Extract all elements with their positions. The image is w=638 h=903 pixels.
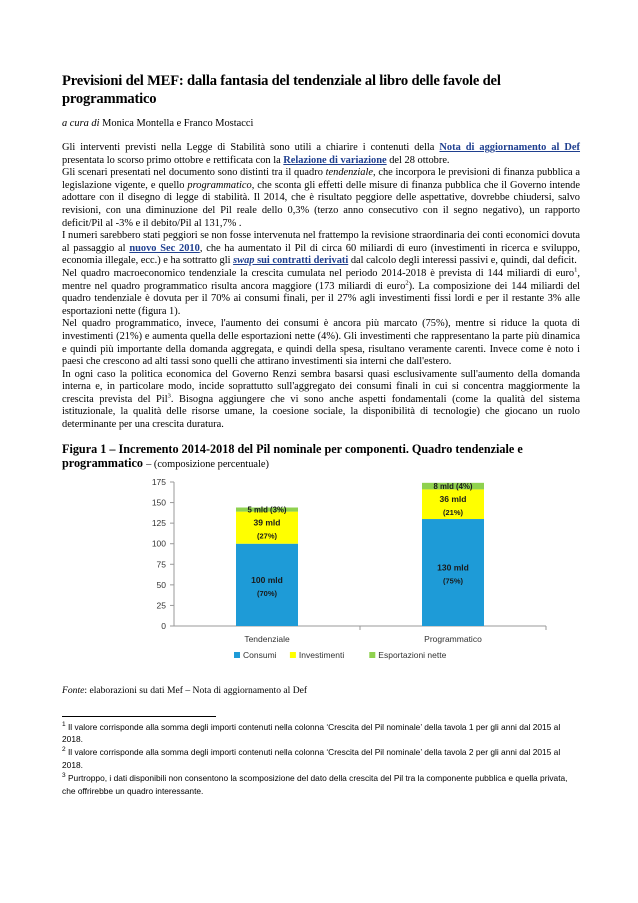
data-label-share: (70%) bbox=[256, 588, 278, 598]
figure-title-text: Figura 1 – Incremento 2014-2018 del Pil nominale per componenti. Quadro tendenziale e programmatico bbox=[62, 441, 523, 471]
data-label: 5 mld (3%) bbox=[247, 505, 287, 515]
inline-link[interactable]: nuovo Sec 2010 bbox=[129, 242, 200, 254]
footnote-ref[interactable]: 2 bbox=[405, 279, 409, 287]
stacked-bar-chart bbox=[126, 476, 566, 672]
inline-link[interactable]: Nota di aggiornamento al Def bbox=[439, 142, 581, 153]
footnotes bbox=[62, 721, 580, 798]
emphasis-text: tendenziale bbox=[325, 167, 373, 179]
footnote-divider bbox=[62, 716, 216, 717]
legend-label: Consumi bbox=[243, 649, 277, 660]
footnote bbox=[62, 721, 580, 747]
footnote-number: 2 bbox=[62, 746, 66, 754]
data-label: 100 mld bbox=[251, 574, 283, 585]
source-label: Fonte bbox=[62, 684, 85, 696]
article-body bbox=[62, 142, 580, 432]
footnote bbox=[62, 772, 580, 798]
legend-label: Esportazioni nette bbox=[378, 649, 447, 660]
inline-link[interactable]: swap bbox=[233, 255, 255, 267]
y-tick-label: 75 bbox=[156, 558, 166, 569]
footnote-ref[interactable]: 1 bbox=[574, 266, 578, 274]
legend-label: Investimenti bbox=[298, 649, 345, 660]
footnote-text: Il valore corrisponde alla somma degli importi contenuti nella colonna ‘Crescita del Pil nominale’ della tavola 2 per gli anni dal 2015 al 2018. bbox=[62, 747, 561, 771]
y-tick-label: 175 bbox=[151, 476, 166, 487]
data-label: 39 mld bbox=[253, 517, 281, 528]
body-paragraph: Nel quadro macroeconomico tendenziale la crescita cumulata nel periodo 2014-2018 è prevista di 144 miliardi di euro$^1$, mentre nel quadro programmatico risulta ancora maggiore (173 miliardi di euro$^2$). La composizione dei 144 miliardi del quadro tendenziale è dovuta per il 70% ai consumi finali, per il 27% agli investimenti fissi lordi e per il restante 3% alle esportazioni nette (figura 1). bbox=[62, 266, 580, 317]
footnote-number: 1 bbox=[62, 720, 66, 728]
body-paragraph: Gli interventi previsti nella Legge di Stabilità sono utili a chiarire i contenuti della Nota di aggiornamento al Def presentata lo scorso primo ottobre e rettificata con la Relazione di variazione del 28 ottobre. bbox=[62, 142, 581, 166]
inline-link[interactable]: Relazione di variazione bbox=[283, 154, 387, 166]
x-category-label: Programmatico bbox=[424, 633, 482, 644]
data-label: 8 mld (4%) bbox=[433, 481, 473, 491]
document-page bbox=[62, 72, 580, 797]
body-paragraph: Gli scenari presentati nel documento sono distinti tra il quadro tendenziale, che incorpora le previsioni di finanza pubblica a legislazione vigente, e quello programmatico, che sconta gli effetti delle misure di finanza pubblica che il Governo intende adottare con il disegno di legge di stabilità. Il 2014, che è risultato peggiore delle aspettative, dovrebbe chiudersi, salvo revisioni, con una diminuzione del Pil reale dello 0,3% (terzo anno consecutivo con il segno negativo), un rapporto deficit/Pil al -3% e il debito/Pil al 131,7% . bbox=[62, 167, 581, 229]
data-label: 36 mld bbox=[439, 493, 467, 504]
figure-source bbox=[62, 685, 580, 696]
y-tick-label: 25 bbox=[156, 600, 166, 611]
y-tick-label: 100 bbox=[151, 538, 166, 549]
inline-link[interactable]: sui contratti derivati bbox=[254, 255, 349, 267]
emphasis-text: programmatico bbox=[187, 179, 252, 191]
data-label-share: (75%) bbox=[442, 576, 464, 586]
footnote-text: Purtroppo, i dati disponibili non consentono la scomposizione del dato della crescita del Pil tra la componente pubblica e quella privata, che offrirebbe un quadro interessante. bbox=[62, 772, 568, 796]
data-label-share: (21%) bbox=[442, 507, 464, 517]
figure-title bbox=[62, 442, 580, 473]
figure-chart bbox=[126, 476, 566, 672]
y-tick-label: 150 bbox=[151, 497, 166, 508]
body-paragraph: I numeri sarebbero stati peggiori se non fosse intervenuta nel frattempo la revisione straordinaria dei conti economici dovuta al passaggio al nuovo Sec 2010, che ha aumentato il Pil di circa 60 miliardi di euro (investimenti in ricerca e sviluppo, economia illegale, ecc.) e ha sottratto gli swap sui contratti derivati dal calcolo degli interessi passivi e, quindi, dal deficit. bbox=[62, 230, 581, 267]
figure-subtitle: – (composizione percentuale) bbox=[146, 459, 269, 471]
data-label: 130 mld bbox=[437, 562, 469, 573]
byline-authors: Monica Montella e Franco Mostacci bbox=[102, 118, 254, 129]
body-paragraph: Nel quadro programmatico, invece, l'aumento dei consumi è ancora più marcato (75%), mentre si riduce la quota di investimenti (21%) e aumenta quella delle esportazioni nette (4%). Gli investimenti che rappresentano la parte più dinamica e quindi più importante della domanda aggregata, e quindi della spesa, risultano veramente carenti. Invece come è noto i paesi che crescono ad alti tassi sono quelli che attirano investimenti sia interni che dall'estero. bbox=[62, 318, 580, 368]
y-tick-label: 50 bbox=[156, 579, 166, 590]
byline bbox=[62, 118, 580, 129]
footnote-number: 3 bbox=[62, 772, 66, 780]
page-title: Previsioni del MEF: dalla fantasia del tendenziale al libro delle favole del programmatico bbox=[62, 73, 501, 107]
x-category-label: Tendenziale bbox=[244, 633, 290, 644]
legend-swatch bbox=[290, 652, 296, 658]
footnote bbox=[62, 746, 580, 772]
source-text: : elaborazioni su dati Mef – Nota di aggiornamento al Def bbox=[84, 684, 308, 696]
footnote-text: Il valore corrisponde alla somma degli importi contenuti nella colonna ‘Crescita del Pil nominale’ della tavola 1 per gli anni dal 2015 al 2018. bbox=[62, 721, 561, 745]
body-paragraph: In ogni caso la politica economica del Governo Renzi sembra basarsi quasi esclusivamente sull'aumento della domanda interna e, in particolare modo, incide soprattutto sull'aggregato dei consumi finali in cui si concentra maggiormente la crescita prevista del Pil$^3$. Bisogna aggiungere che vi sono anche aspetti fondamentali (come la qualità del sistema istituzionale, la qualità delle risorse umane, la coesione sociale, la disponibilità di tecnologie) che giocano un ruolo determinante per una crescita duratura. bbox=[62, 368, 580, 431]
data-label-share: (27%) bbox=[256, 531, 278, 541]
y-tick-label: 125 bbox=[151, 517, 166, 528]
y-tick-label: 0 bbox=[161, 620, 166, 631]
byline-prefix: a cura di bbox=[62, 118, 100, 129]
legend-swatch bbox=[234, 652, 240, 658]
legend-swatch bbox=[369, 652, 375, 658]
footnote-ref[interactable]: 3 bbox=[167, 392, 171, 400]
